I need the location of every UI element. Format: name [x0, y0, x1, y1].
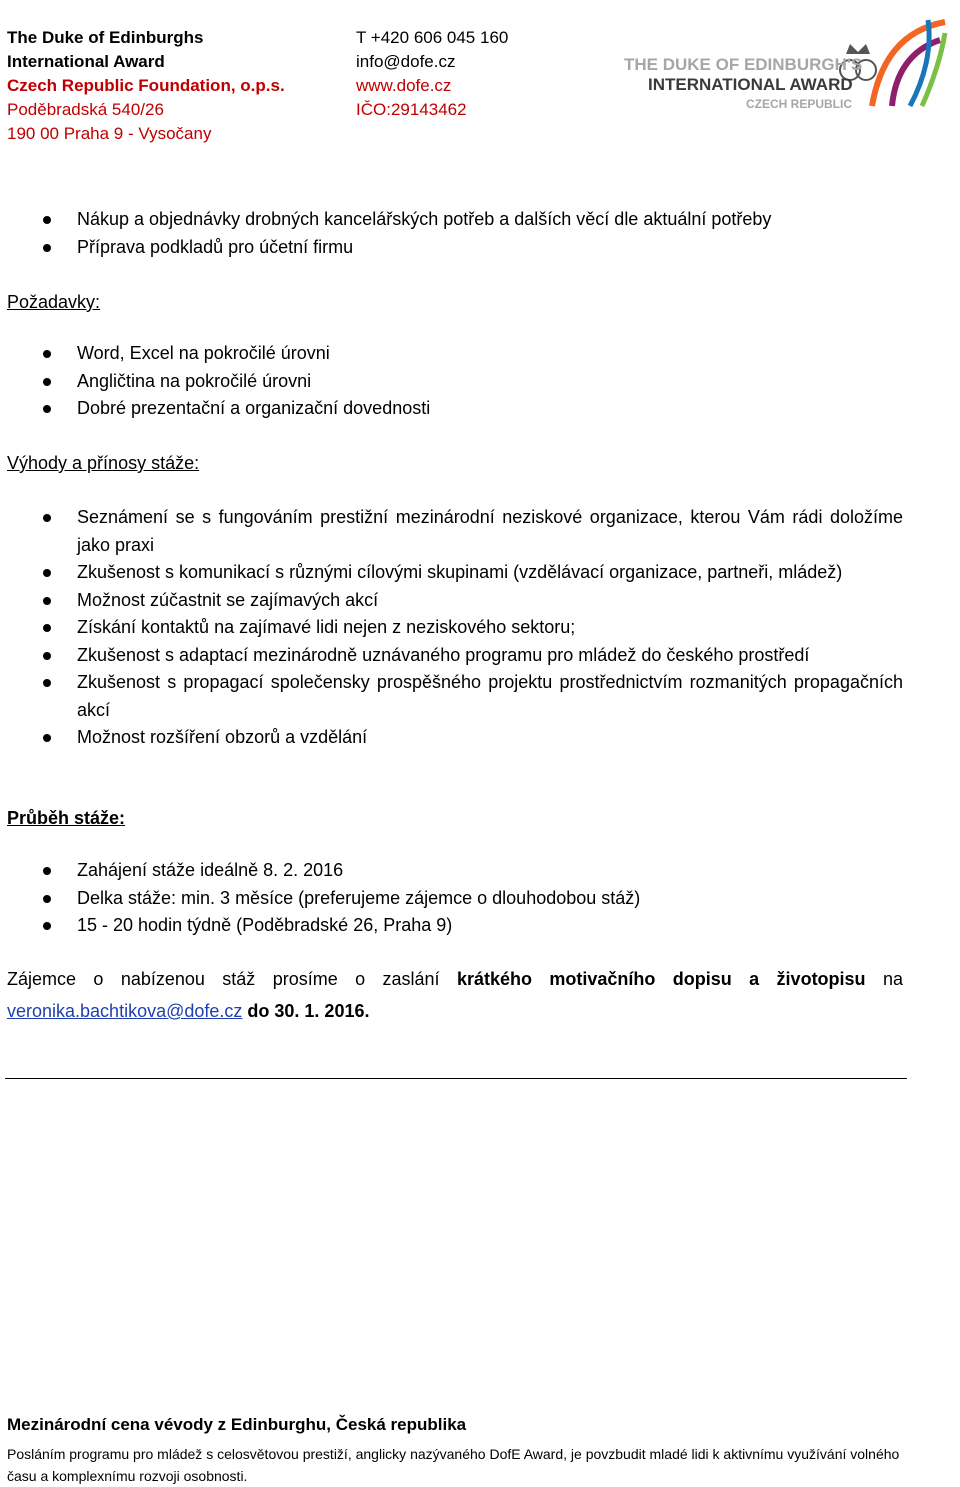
list-item: Seznámení se s fungováním prestižní mezinárodní neziskové organizace, kterou Vám rádi doložíme jako praxi [0, 504, 903, 559]
organization-address [7, 26, 285, 146]
bullet-icon [43, 734, 51, 742]
list-item: Delka stáže: min. 3 měsíce (preferujeme zájemce o dlouhodobou stáž) [0, 885, 903, 913]
org-name-line-2: International Award [7, 52, 165, 71]
duties-list [0, 206, 960, 261]
logo-line-3: CZECH REPUBLIC [746, 97, 853, 111]
bullet-icon [43, 350, 51, 358]
company-id: IČO:29143462 [356, 100, 467, 119]
contact-email-link[interactable]: veronika.bachtikova@dofe.cz [7, 1001, 243, 1021]
bullet-icon [43, 405, 51, 413]
deadline: do 30. 1. 2016. [242, 1001, 370, 1021]
website[interactable]: www.dofe.cz [356, 76, 452, 95]
phone: T +420 606 045 160 [356, 28, 509, 47]
bullet-icon [43, 378, 51, 386]
list-item: Možnost rozšíření obzorů a vzdělání [0, 724, 903, 752]
requirements-list [0, 340, 960, 423]
list-item: Zkušenost s adaptací mezinárodně uznávaného programu pro mládež do českého prostředí [0, 642, 903, 670]
course-heading: Průběh stáže: [7, 808, 126, 828]
bullet-icon [43, 895, 51, 903]
benefits-heading: Výhody a přínosy stáže: [7, 453, 200, 473]
contact-info [356, 26, 508, 122]
bullet-icon [43, 597, 51, 605]
email[interactable]: info@dofe.cz [356, 52, 456, 71]
bullet-icon [43, 679, 51, 687]
logo-line-1: THE DUKE OF EDINBURGH'S [624, 55, 863, 74]
application-paragraph: Zájemce o nabízenou stáž prosíme o zaslání krátkého motivačního dopisu a životopisu na veronika.bachtikova@dofe.cz do 30. 1. 2016. [7, 969, 903, 1021]
list-item: Příprava podkladů pro účetní firmu [0, 234, 903, 262]
list-item: Získání kontaktů na zajímavé lidi nejen z neziskového sektoru; [0, 614, 903, 642]
org-city: 190 00 Praha 9 - Vysočany [7, 124, 212, 143]
list-item: Angličtina na pokročilé úrovni [0, 368, 903, 396]
dofe-logo [610, 8, 955, 123]
list-item: Word, Excel na pokročilé úrovni [0, 340, 903, 368]
bullet-icon [43, 569, 51, 577]
bullet-icon [43, 922, 51, 930]
bullet-icon [43, 867, 51, 875]
list-item: Zkušenost s propagací společensky prospěšného projektu prostřednictvím rozmanitých propagačních akcí [0, 669, 903, 724]
list-item: Zkušenost s komunikací s různými cílovými skupinami (vzdělávací organizace, partneři, mládež) [0, 559, 903, 587]
required-documents: krátkého motivačního dopisu a životopisu [456, 969, 866, 989]
bullet-icon [43, 624, 51, 632]
org-name-line-1: The Duke of Edinburghs [7, 28, 204, 47]
logo-line-2: INTERNATIONAL AWARD [648, 75, 853, 94]
requirements-heading: Požadavky: [7, 292, 101, 312]
org-name-line-3: Czech Republic Foundation, o.p.s. [7, 76, 285, 95]
divider [5, 1078, 907, 1079]
list-item: Dobré prezentační a organizační dovednosti [0, 395, 903, 423]
list-item: Nákup a objednávky drobných kancelářských potřeb a dalších věcí dle aktuální potřeby [0, 206, 903, 234]
bullet-icon [43, 244, 51, 252]
list-item: Zahájení stáže ideálně 8. 2. 2016 [0, 857, 903, 885]
bullet-icon [43, 216, 51, 224]
bullet-icon [43, 652, 51, 660]
footer-text: Posláním programu pro mládež s celosvětovou prestiží, anglicky nazývaného DofE Award, je povzbudit mladé lidi k aktivnímu využívání volného času a komplexnímu rozvoji osobnosti. [7, 1446, 900, 1484]
benefits-list [0, 504, 960, 752]
list-item: Možnost zúčastnit se zajímavých akcí [0, 587, 903, 615]
org-street: Poděbradská 540/26 [7, 100, 164, 119]
list-item: 15 - 20 hodin týdně (Poděbradské 26, Praha 9) [0, 912, 903, 940]
bullet-icon [43, 514, 51, 522]
course-list [0, 857, 960, 940]
footer-title: Mezinárodní cena vévody z Edinburghu, Česká republika [7, 1415, 467, 1434]
